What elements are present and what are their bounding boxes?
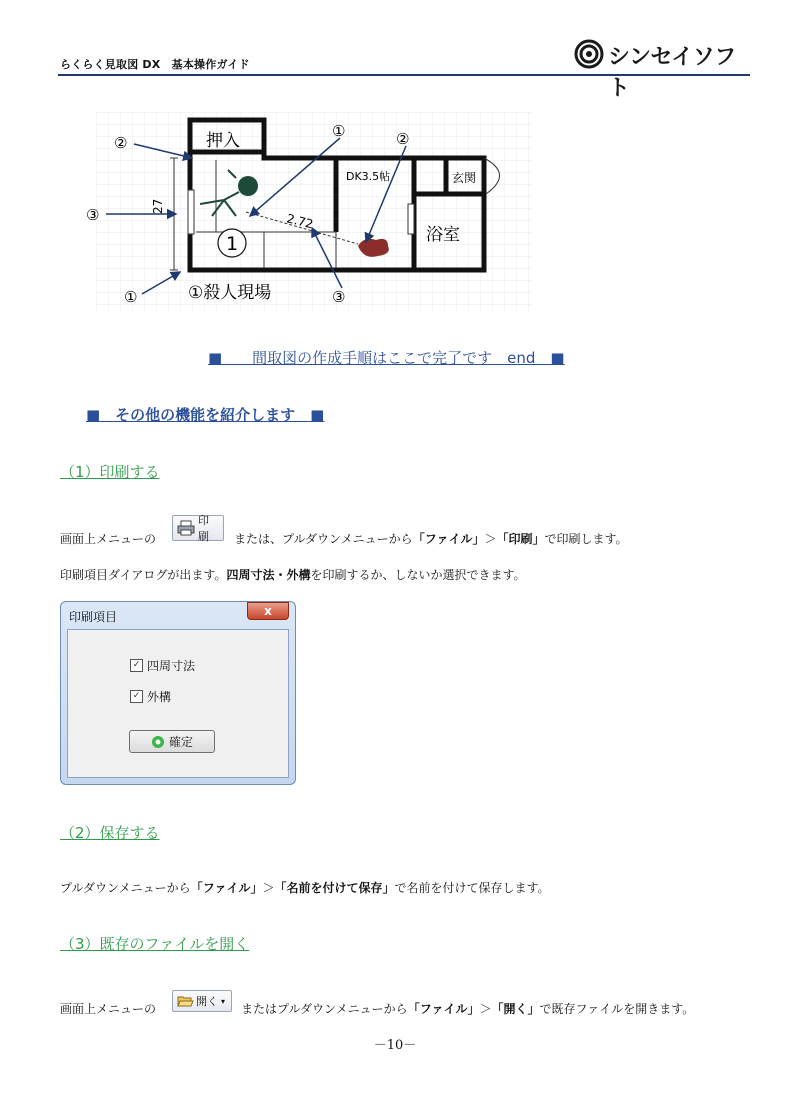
folder-open-icon xyxy=(177,994,193,1008)
open-text-a: またはプルダウンメニューから xyxy=(241,1002,408,1016)
save-separator: ＞ xyxy=(262,881,275,895)
open-button-label: 開く xyxy=(196,995,218,1008)
print-text-end: で印刷します。 xyxy=(544,532,628,546)
dialog-title: 印刷項目 xyxy=(69,610,118,624)
logo-swirl-icon xyxy=(574,39,604,69)
print-button-label: 印刷 xyxy=(198,514,209,543)
marker-1-top: ① xyxy=(332,122,346,140)
printer-icon xyxy=(177,520,195,536)
floorplan-drawing xyxy=(86,112,532,312)
print-toolbar-button[interactable] xyxy=(172,515,224,541)
close-icon: x xyxy=(264,604,272,618)
marker-2-left: ② xyxy=(114,134,128,152)
open-instruction-line xyxy=(241,1000,694,1017)
dialog-body xyxy=(67,629,289,778)
print-menu-print: 「印刷」 xyxy=(496,532,545,546)
open-menu-open: 「開く」 xyxy=(491,1002,540,1016)
dialog-desc-b: を印刷するか、しないか選択できます。 xyxy=(310,568,526,582)
save-text-end: で名前を付けて保存します。 xyxy=(394,881,550,895)
confirm-icon xyxy=(151,735,165,749)
entrance-label: 玄関 xyxy=(452,171,477,185)
dialog-desc-bold: 四周寸法・外構 xyxy=(226,568,311,582)
open-instruction-prefix: 画面上メニューの xyxy=(60,1002,157,1016)
save-menu-save-as: 「名前を付けて保存」 xyxy=(274,881,395,895)
open-text-end: で既存ファイルを開きます。 xyxy=(539,1002,695,1016)
marker-3-left: ③ xyxy=(86,206,100,224)
logo-text: シンセイソフト xyxy=(608,45,736,101)
confirm-button[interactable] xyxy=(129,730,215,753)
save-menu-file: 「ファイル」 xyxy=(190,881,263,895)
confirm-button-label: 確定 xyxy=(168,735,193,749)
header-rule xyxy=(58,74,750,76)
bath-label: 浴室 xyxy=(426,225,460,245)
print-instruction-line xyxy=(234,530,628,547)
print-menu-file: 「ファイル」 xyxy=(412,532,485,546)
checkbox-perimeter-dimensions[interactable]: ✓ xyxy=(130,659,143,672)
company-logo xyxy=(574,38,750,101)
marker-3-bottom: ③ xyxy=(332,288,346,306)
procedure-complete-note: ■ 間取図の作成手順はここで完了です end ■ xyxy=(208,349,565,367)
dimension-vertical: 27 xyxy=(151,198,165,214)
chevron-down-icon[interactable]: ▾ xyxy=(221,996,226,1006)
marker-1-bottom: ① xyxy=(124,288,138,306)
open-toolbar-button[interactable] xyxy=(172,990,232,1012)
option-exterior-label: 外構 xyxy=(147,690,172,704)
option-exterior[interactable] xyxy=(130,688,171,705)
dimension-diagonal: 2.72 xyxy=(285,211,315,232)
open-separator: ＞ xyxy=(479,1002,492,1016)
document-title: らくらく見取図 DX 基本操作ガイド xyxy=(60,58,250,71)
page-number: －10－ xyxy=(373,1038,417,1053)
print-items-dialog xyxy=(60,601,296,785)
save-instruction-line xyxy=(60,879,550,896)
circle-label: 1 xyxy=(225,233,239,255)
print-separator: ＞ xyxy=(484,532,497,546)
dk-label: DK3.5帖 xyxy=(346,170,391,183)
dialog-close-button[interactable] xyxy=(247,602,289,620)
save-text-a: プルダウンメニューから xyxy=(60,881,191,895)
other-features-heading: ■ その他の機能を紹介します ■ xyxy=(86,406,325,424)
option-perimeter-label: 四周寸法 xyxy=(147,659,196,673)
dialog-desc-a: 印刷項目ダイアログが出ます。 xyxy=(60,568,227,582)
closet-label: 押入 xyxy=(206,131,240,151)
open-section-heading: （3）既存のファイルを開く xyxy=(60,935,250,953)
floorplan-figure xyxy=(86,112,532,312)
print-section-heading: （1）印刷する xyxy=(60,463,160,481)
print-dialog-description xyxy=(60,566,526,583)
floorplan-caption: ①殺人現場 xyxy=(188,283,272,303)
checkbox-exterior[interactable]: ✓ xyxy=(130,690,143,703)
save-section-heading: （2）保存する xyxy=(60,824,160,842)
option-perimeter-dimensions[interactable] xyxy=(130,657,195,674)
open-menu-file: 「ファイル」 xyxy=(407,1002,480,1016)
marker-2-top: ② xyxy=(396,130,410,148)
print-instruction-prefix: 画面上メニューの xyxy=(60,532,157,546)
print-text-a: または、プルダウンメニューから xyxy=(234,532,413,546)
